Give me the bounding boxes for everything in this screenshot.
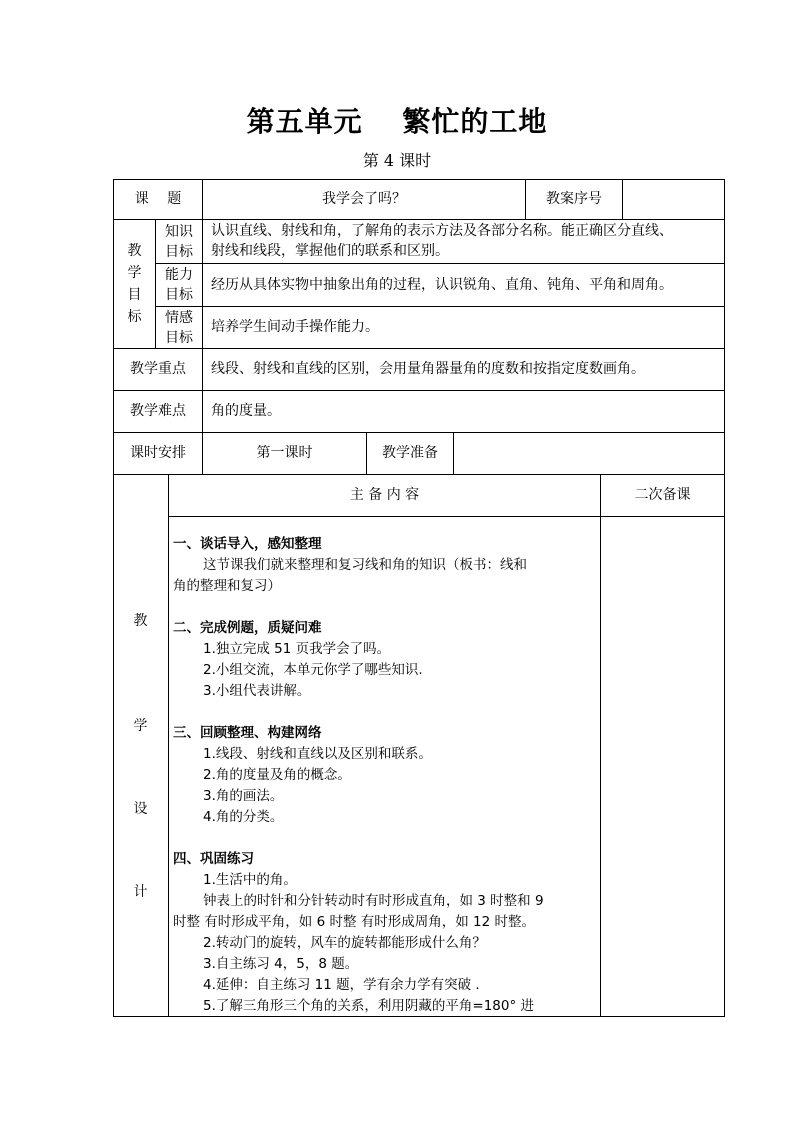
ability-objective-label: 能力 目标 (165, 267, 193, 303)
section-title: 一、谈话导入，感知整理 (173, 536, 322, 552)
knowledge-objective-label: 知识 目标 (165, 223, 193, 260)
list-item: 3.小组代表讲解。 (203, 683, 311, 699)
objectives-label: 教 学 目 标 (127, 243, 142, 325)
prep-value (454, 433, 724, 474)
lesson-plan-content (173, 534, 593, 1017)
list-item: 1.独立完成 51 页我学会了吗。 (203, 641, 391, 657)
paragraph: 角的整理和复习） (173, 578, 281, 594)
list-item: 2.小组交流，本单元你学了哪些知识. (203, 662, 423, 678)
ability-objective-text: 经历从具体实物中抽象出角的过程，认识锐角、直角、钝角、平角和周角。 (211, 276, 673, 293)
emotion-objective-text: 培养学生间动手操作能力。 (211, 319, 379, 335)
list-item: 5.了解三角形三个角的关系，利用阴藏的平角=180° 进 (203, 998, 534, 1014)
paragraph: 时整 有时形成平角，如 6 时整 有时形成周角，如 12 时整。 (173, 914, 536, 930)
list-item: 4.角的分类。 (203, 809, 284, 825)
paragraph: 这节课我们就来整理和复习线和角的知识（板书：线和 (203, 557, 527, 573)
list-item: 4.延伸：自主练习 11 题，学有余力学有突破 . (203, 977, 480, 993)
list-item: 1.生活中的角。 (203, 872, 297, 888)
key-point-text: 线段、射线和直线的区别，会用量角器量角的度数和按指定度数画角。 (211, 361, 645, 377)
schedule-label: 课时安排 (130, 445, 186, 461)
difficulty-label: 教学难点 (130, 403, 186, 419)
list-item: 1.线段、射线和直线以及区别和联系。 (203, 746, 432, 762)
schedule-value: 第一课时 (256, 445, 313, 461)
section-title: 四、巩固练习 (173, 851, 254, 867)
secondary-prep-header: 二次备课 (634, 487, 691, 503)
list-item: 3.角的画法。 (203, 788, 284, 804)
list-item: 3.自主练习 4，5，8 题。 (203, 956, 359, 972)
knowledge-objective-text: 认识直线、射线和角，了解角的表示方法及各部分名称。能正确区分直线、 射线和线段，掌握他们的联系和区别。 (211, 223, 673, 259)
prep-label: 教学准备 (382, 445, 438, 461)
list-item: 2.转动门的旋转，风车的旋转都能形成什么角？ (203, 935, 486, 951)
plan-number-value (623, 180, 724, 219)
lesson-number: 第 4 课时 (362, 151, 432, 170)
plan-number-label: 教案序号 (546, 191, 602, 207)
topic-label: 课 题 (134, 191, 182, 207)
difficulty-text: 角的度量。 (211, 403, 281, 419)
key-point-label: 教学重点 (130, 361, 186, 377)
list-item: 2.角的度量及角的概念。 (203, 767, 351, 783)
page-title: 第五单元 繁忙的工地 (246, 105, 548, 138)
main-content-header: 主 备 内 容 (349, 487, 420, 503)
emotion-objective-label: 情感 目标 (165, 309, 193, 346)
topic-value: 我学会了吗？ (322, 191, 406, 207)
paragraph: 钟表上的时针和分针转动时有时形成直角，如 3 时整和 9 (203, 893, 544, 909)
section-title: 三、回顾整理、构建网络 (173, 725, 322, 741)
section-title: 二、完成例题，质疑问难 (173, 620, 322, 636)
